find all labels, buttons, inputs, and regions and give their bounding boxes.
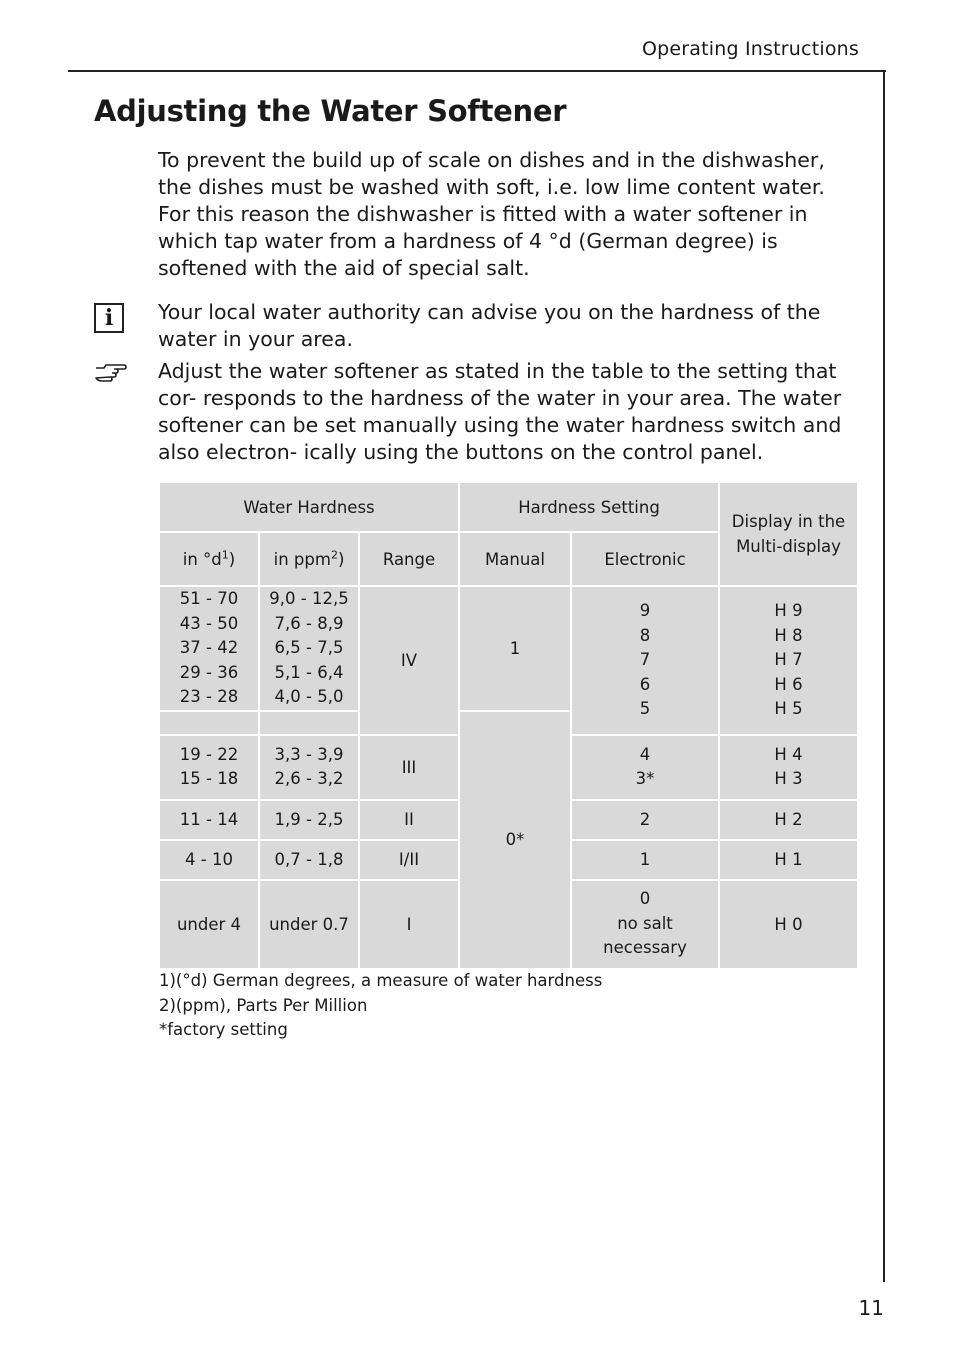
header-in-d: in $^\circ d^1$) bbox=[160, 533, 258, 585]
cell-electronic: 9 8 7 6 5 bbox=[572, 587, 718, 734]
cell-range: I/II bbox=[360, 841, 458, 879]
cell-d: 19 - 22 15 - 18 bbox=[160, 736, 258, 799]
cell-ppm: under 0.7 bbox=[260, 881, 358, 968]
cell-d: 4 - 10 bbox=[160, 841, 258, 879]
header-display-line2: Multi-display bbox=[736, 537, 841, 556]
page-number: 11 bbox=[858, 1296, 884, 1320]
footnote: 1)(°d) German degrees, a measure of water hardness bbox=[159, 971, 603, 990]
cell-manual: 0* bbox=[460, 712, 570, 968]
header-electronic: Electronic bbox=[572, 533, 718, 585]
cell-d: under 4 bbox=[160, 881, 258, 968]
cell-display: H 0 bbox=[720, 881, 857, 968]
cell-display: H 4 H 3 bbox=[720, 736, 857, 799]
pointing-hand-icon bbox=[94, 360, 128, 382]
footnote: 2)(ppm), Parts Per Million bbox=[159, 995, 368, 1015]
margin-rule bbox=[883, 70, 885, 1282]
header-display-line1: Display in the bbox=[731, 512, 846, 531]
header-range: Range bbox=[360, 533, 458, 585]
cell-range: III bbox=[360, 736, 458, 799]
cell-ppm: 0,7 - 1,8 bbox=[260, 841, 358, 879]
header-display bbox=[720, 483, 857, 585]
cell-electronic: 4 3* bbox=[572, 736, 718, 799]
cell-electronic: 1 bbox=[572, 841, 718, 879]
cell-electronic: 2 bbox=[572, 801, 718, 839]
cell-range: I bbox=[360, 881, 458, 968]
intro-paragraph: To prevent the build up of scale on dishes and in the dishwasher, the dishes must be washed with soft, i.e. low lime content water. For this reason the dishwasher is fitted with a water softener in which tap water from a hardness of 4 °d (German degree) is softened with the aid of special salt. bbox=[158, 148, 825, 280]
header-hardness-setting: Hardness Setting bbox=[460, 483, 718, 531]
cell-display: H 9 H 8 H 7 H 6 H 5 bbox=[720, 587, 857, 734]
cell-d: 51 - 70 43 - 50 37 - 42 29 - 36 23 - 28 bbox=[160, 587, 258, 710]
page-title: Adjusting the Water Softener bbox=[94, 94, 567, 128]
cell-ppm: 3,3 - 3,9 2,6 - 3,2 bbox=[260, 736, 358, 799]
cell-manual: 1 bbox=[460, 587, 570, 710]
info-icon: i bbox=[94, 303, 124, 333]
cell-ppm: 9,0 - 12,5 7,6 - 8,9 6,5 - 7,5 5,1 - 6,4 4,0 - 5,0 bbox=[260, 587, 358, 710]
section-header: Operating Instructions bbox=[641, 38, 859, 60]
header-manual: Manual bbox=[460, 533, 570, 585]
cell-electronic: 0 no salt necessary bbox=[572, 881, 718, 968]
cell-range: IV bbox=[360, 587, 458, 734]
cell-d: 11 - 14 bbox=[160, 801, 258, 839]
cell-ppm: 1,9 - 2,5 bbox=[260, 801, 358, 839]
header-water-hardness: Water Hardness bbox=[160, 483, 458, 531]
cell-range: II bbox=[360, 801, 458, 839]
info-paragraph: Your local water authority can advise you on the hardness of the water in your area. bbox=[158, 300, 821, 351]
footnote: *factory setting bbox=[159, 1020, 288, 1039]
cell-ppm-spacer bbox=[260, 712, 358, 734]
water-hardness-table bbox=[158, 481, 859, 970]
cell-display: H 2 bbox=[720, 801, 857, 839]
cell-d-spacer bbox=[160, 712, 258, 734]
footnotes bbox=[159, 969, 602, 1043]
instruction-paragraph: Adjust the water softener as stated in the table to the setting that cor- responds to the hardness of the water in your area. The water softener can be set manually using the water hardness switch and also electron- ically using the buttons on the control panel. bbox=[158, 359, 842, 464]
cell-display: H 1 bbox=[720, 841, 857, 879]
header-rule bbox=[68, 70, 886, 72]
header-in-ppm: in ppm$^2$) bbox=[260, 533, 358, 585]
